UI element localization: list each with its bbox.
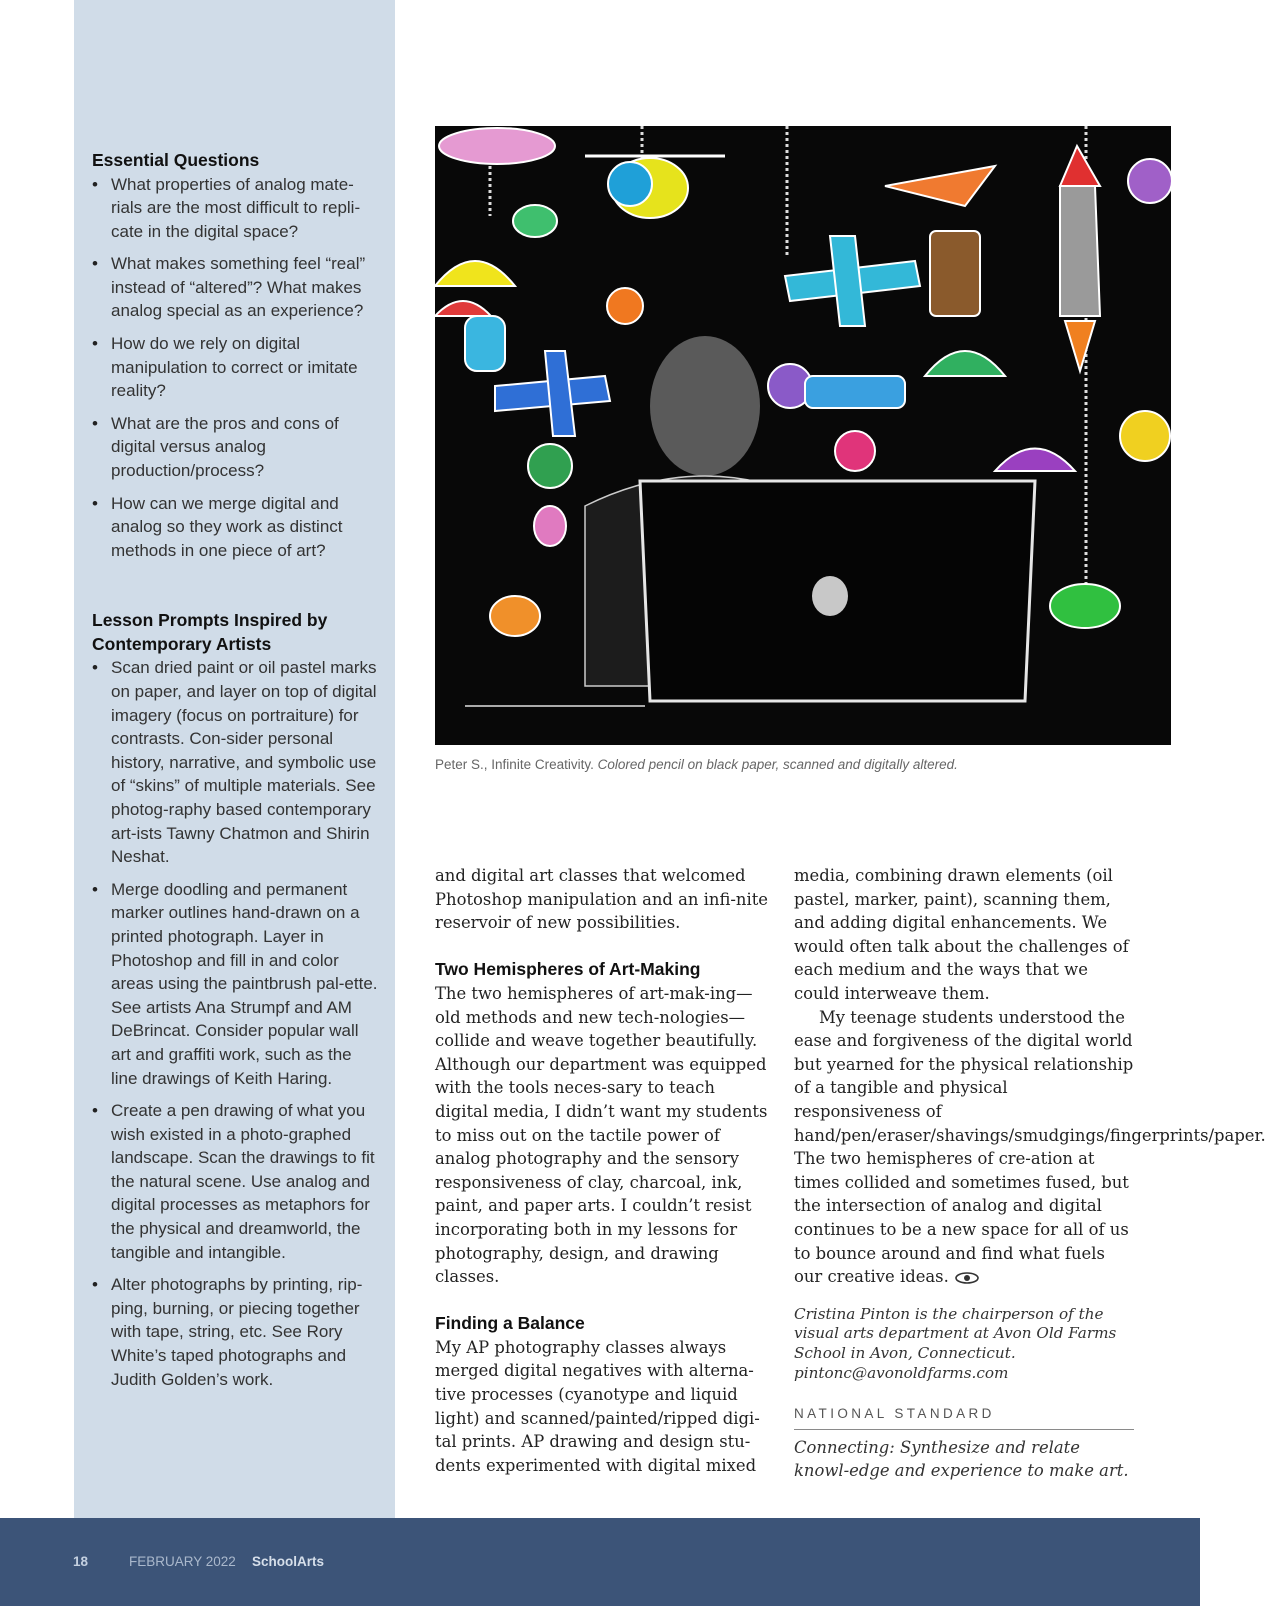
list-item: • What makes something feel “real” instead of “altered”? What makes analog special as an experience? [92, 252, 382, 323]
lesson-prompts-heading-line1: Lesson Prompts Inspired by [92, 610, 328, 631]
artwork-image [435, 126, 1171, 745]
lesson-prompts-list [92, 656, 382, 1391]
list-item: • Create a pen drawing of what you wish existed in a photo-graphed landscape. Scan the drawings to fit the natural scene. Use analog and digital processes as metaphors for the physical and dreamworld, the tangible and intangible. [92, 1099, 382, 1264]
national-standard-text: Connecting: Synthesize and relate knowl-edge and experience to make art. [794, 1438, 1129, 1481]
caption-medium: Colored pencil on black paper, scanned and digitally altered. [597, 757, 958, 772]
lesson-prompts-heading-line2: Contemporary Artists [92, 633, 272, 654]
list-item: • How do we rely on digital manipulation to correct or imitate reality? [92, 332, 382, 403]
list-item: • What are the pros and cons of digital versus analog production/process? [92, 412, 382, 483]
author-bio: Cristina Pinton is the chairperson of the visual arts department at Avon Old Farms School in Avon, Connecticut. pintonc@avonoldfarms.com [794, 1304, 1117, 1382]
article-paragraph [794, 1006, 1266, 1289]
caption-title: Infinite Creativity. [491, 757, 594, 772]
lesson-prompts-heading [92, 609, 382, 656]
list-item: • Scan dried paint or oil pastel marks on paper, and layer on top of digital imagery (focus on portraiture) for contrasts. Con-sider personal history, narrative, and symbolic use of “skins” of multiple materials. See photog-raphy based contemporary art-ists Tawny Chatmon and Shirin Neshat. [92, 656, 382, 868]
article-paragraph-text: My teenage students understood the ease and forgiveness of the digital world but yearned for the physical relationship of a tangible and physical responsiveness of hand/pen/eraser/shavings/smudgings/fingerprints/paper. The two hemispheres of cre-ation at times collided and sometimes fused, but the intersection of analog and digital continues to be a new space for all of us to bounce around and find what fuels our creative ideas. [794, 1007, 1266, 1287]
article-column-1 [435, 864, 770, 1477]
national-standard-label: NATIONAL STANDARD [794, 1402, 1134, 1431]
end-mark-icon [954, 1271, 980, 1285]
essential-questions-list [92, 173, 382, 563]
issue-date: FEBRUARY 2022 [129, 1554, 236, 1569]
list-item: • Merge doodling and permanent marker outlines hand-drawn on a printed photograph. Layer in Photoshop and fill in and color areas using the paintbrush pal-ette. See artists Ana Strumpf and AM DeBrincat. Consider popular wall art and graffiti work, such as the line drawings of Keith Haring. [92, 878, 382, 1090]
artwork-illustration [435, 126, 1171, 745]
image-caption [435, 756, 958, 774]
page-number: 18 [73, 1554, 89, 1569]
article-paragraph: My AP photography classes always merged digital negatives with alterna-tive processes (cyanotype and liquid light) and scanned/painted/ripped digi-tal prints. AP drawing and design stu-dents experimented with digital mixed [435, 1337, 760, 1475]
article-column-2 [794, 864, 1266, 1482]
article-paragraph: and digital art classes that welcomed Photoshop manipulation and an infi-nite reservoir of new possibilities. [435, 866, 769, 933]
section-heading: Finding a Balance [435, 1313, 585, 1334]
article-paragraph: media, combining drawn elements (oil pastel, marker, paint), scanning them, and adding digital enhancements. We would often talk about the challenges of each medium and the ways that we could interweave them. [794, 866, 1129, 1003]
list-item: • Alter photographs by printing, rip-ping, burning, or piecing together with tape, string, etc. See Rory White’s taped photographs and Judith Golden’s work. [92, 1273, 382, 1391]
list-item: • How can we merge digital and analog so they work as distinct methods in one piece of art? [92, 492, 382, 563]
sidebar-content [92, 149, 382, 1400]
magazine-name: SchoolArts [252, 1554, 325, 1569]
article-paragraph: The two hemispheres of art-mak-ing—old methods and new tech-nologies—collide and weave together beautifully. Although our department was equipped with the tools neces-sary to teach digital media, I didn’t want my students to miss out on the tactile power of analog photography and the sensory responsiveness of clay, charcoal, ink, paint, and paper arts. I couldn’t resist incorporating both in my lessons for photography, design, and drawing classes. [435, 983, 768, 1287]
page-footer [0, 1518, 1200, 1606]
section-heading: Two Hemispheres of Art-Making [435, 959, 701, 980]
list-item: • What properties of analog mate-rials are the most difficult to repli-cate in the digital space? [92, 173, 382, 244]
caption-artist: Peter S., [435, 757, 488, 772]
essential-questions-heading: Essential Questions [92, 150, 260, 170]
